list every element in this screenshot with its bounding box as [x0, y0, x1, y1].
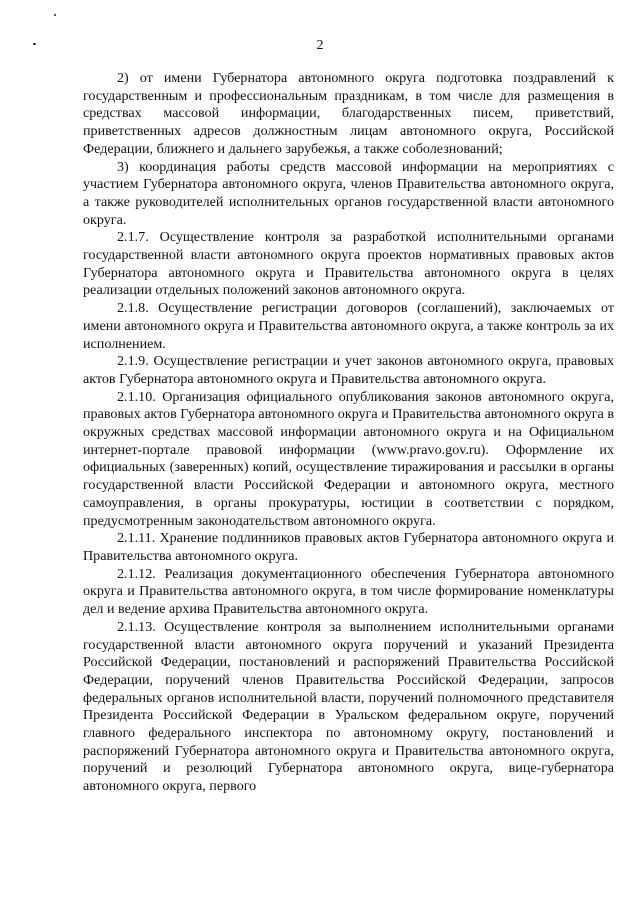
paragraph-2-1-13: 2.1.13. Осуществление контроля за выполнением исполнительными органами государственной власти автономного округа поручений и указаний Президента Российской Федерации, постановлений и распоряжений Правительства Российской Федерации, поручений членов Правительства Российской Федерации, запросов федеральных органов исполнительной власти, поручений полномочного представителя Президента Российской Федерации в Уральском федеральном округе, поручений главного федерального инспектора по автономному округу, постановлений и распоряжений Губернатора автономного округа и Правительства автономного округа, поручений и резолюций Губернатора автономного округа, вице-губернатора автономного округа, первого	[83, 618, 614, 795]
paragraph-2-1-7: 2.1.7. Осуществление контроля за разработкой исполнительными органами государственной власти автономного округа проектов нормативных правовых актов Губернатора автономного округа и Правительства автономного округа в целях реализации отдельных положений законов автономного округа.	[83, 229, 614, 299]
paragraph-2-1-12: 2.1.12. Реализация документационного обеспечения Губернатора автономного округа и Правительства автономного округа, в том числе формирование номенклатуры дел и ведение архива Правительства автономного округа.	[83, 565, 614, 618]
paragraph-item-2: 2) от имени Губернатора автономного округа подготовка поздравлений к государственным и профессиональным праздникам, в том числе для размещения в средствах массовой информации, благодарственных писем, приветствий, приветственных адресов должностным лицам автономного округа, Российской Федерации, ближнего и дальнего зарубежья, а также соболезнований;	[83, 70, 614, 157]
scan-speck	[54, 14, 56, 16]
paragraph-2-1-9: 2.1.9. Осуществление регистрации и учет законов автономного округа, правовых актов Губернатора автономного округа и Правительства автономного округа.	[83, 353, 614, 387]
page-number: 2	[316, 38, 324, 53]
paragraph-2-1-10: 2.1.10. Организация официального опубликования законов автономного округа, правовых актов Губернатора автономного округа и Правительства автономного округа в окружных средствах массовой информации автономного округа и на Официальном интернет-портале правовой информации (www.pravo.gov.ru). Оформление их официальных (заверенных) копий, осуществление тиражирования и рассылки в органы государственной власти Российской Федерации и автономного округа, местного самоуправления, в органы прокуратуры, юстиции в соответствии с порядком, предусмотренным законодательством автономного округа.	[83, 388, 614, 529]
paragraph-item-3: 3) координация работы средств массовой информации на мероприятиях с участием Губернатора автономного округа, членов Правительства автономного округа, а также руководителей исполнительных органов государственной власти автономного округа.	[83, 158, 614, 228]
document-body	[83, 70, 614, 796]
paragraph-2-1-8: 2.1.8. Осуществление регистрации договоров (соглашений), заключаемых от имени автономного округа и Правительства автономного округа, а также контроль за их исполнением.	[83, 300, 614, 352]
paragraph-2-1-11: 2.1.11. Хранение подлинников правовых актов Губернатора автономного округа и Правительства автономного округа.	[83, 530, 614, 564]
